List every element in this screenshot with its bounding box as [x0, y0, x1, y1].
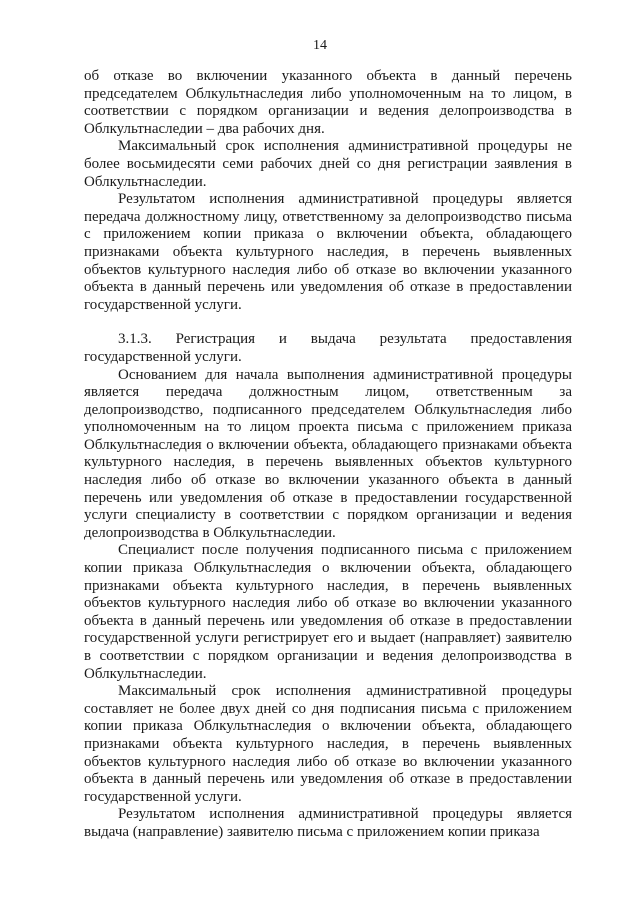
paragraph-max-term-registration: Максимальный срок исполнения административной процедуры составляет не более двух дней со дня подписания письма с приложением копии приказа Облкультнаследия о включении объекта, обладающего признаками объекта культурного наследия, в перечень выявленных объектов культурного наследия либо об отказе во включении указанного объекта в данный перечень или уведомления об отказе в предоставлении государственной услуги. — [84, 683, 572, 805]
paragraph-specialist: Специалист после получения подписанного письма с приложением копии приказа Облкультнаследия о включении объекта, обладающего признаками объекта культурного наследия, в перечень выявленных объектов культурного наследия либо об отказе во включении указанного объекта в данный перечень или уведомления об отказе в предоставлении государственной услуги регистрирует его и выдает (направляет) заявителю в соответствии с порядком организации и ведения делопроизводства в Облкультнаследии. — [84, 542, 572, 682]
paragraph-basis: Основанием для начала выполнения административной процедуры является передача должностным лицом, ответственным за делопроизводство, подписанного председателем Облкультнаследия либо уполномоченным на то лицом проекта письма с приложением приказа Облкультнаследия о включении объекта, обладающего признаками объекта культурного наследия, в перечень выявленных объектов культурного наследия либо об отказе во включении указанного объекта в данный перечень или уведомления об отказе в предоставлении государственной услуги специалисту в соответствии с порядком организации и ведения делопроизводства в Облкультнаследии. — [84, 366, 572, 541]
paragraph-max-term: Максимальный срок исполнения административной процедуры не более восьмидесяти семи рабочих дней со дня регистрации заявления в Облкультнаследии. — [84, 138, 572, 190]
section-heading-3-1-3: 3.1.3. Регистрация и выдача результата предоставления государственной услуги. — [84, 331, 572, 365]
paragraph-result-issuance: Результатом исполнения административной процедуры является выдача (направление) заявителю письма с приложением копии приказа — [84, 806, 572, 840]
document-body — [84, 68, 572, 842]
paragraph-continuation: об отказе во включении указанного объекта в данный перечень председателем Облкультнаследия либо уполномоченным на то лицом, в соответствии с порядком организации и ведения делопроизводства в Облкультнаследии – два рабочих дня. — [84, 68, 572, 137]
page-number: 14 — [313, 38, 327, 53]
paragraph-result: Результатом исполнения административной процедуры является передача должностному лицу, ответственному за делопроизводство письма с приложением копии приказа о включении объекта, обладающего признаками объекта культурного наследия, в перечень выявленных объектов культурного наследия либо об отказе во включении указанного объекта в данный перечень или уведомления об отказе в предоставлении государственной услуги. — [84, 191, 572, 313]
